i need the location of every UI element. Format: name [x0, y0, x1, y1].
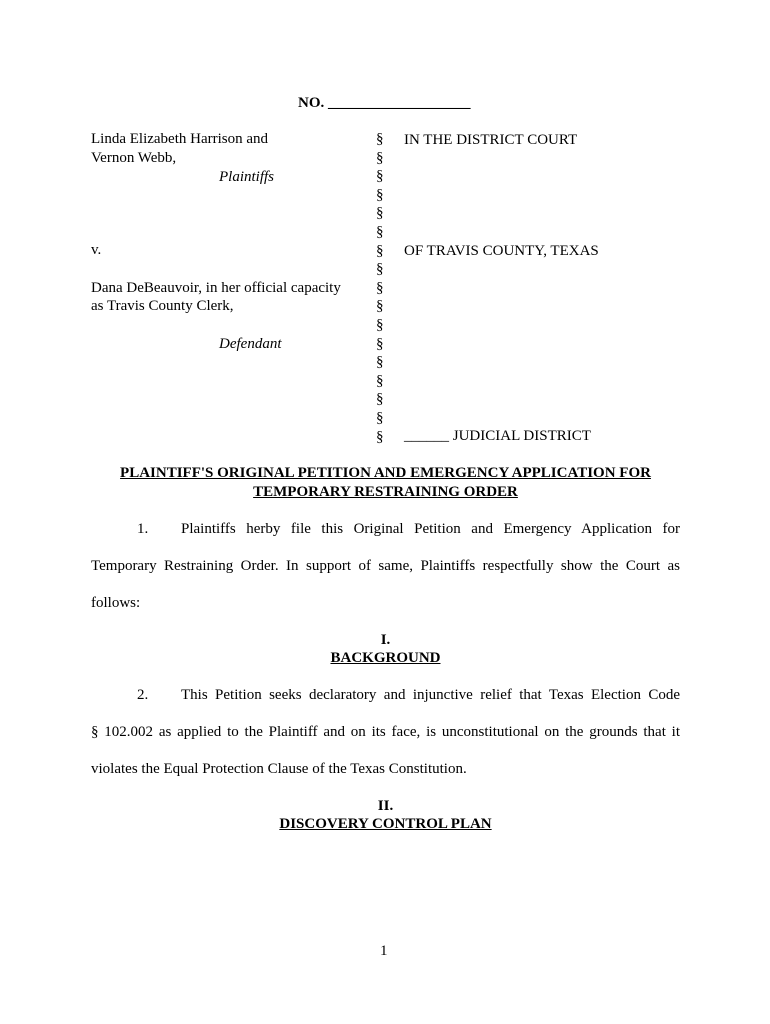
- plaintiffs-role: Plaintiffs: [219, 169, 275, 185]
- section-mark-column: [376, 130, 390, 446]
- paragraph-1-number: 1.: [137, 521, 149, 537]
- paragraph-1-line-3: follows:: [91, 595, 141, 611]
- section-mark: §: [376, 298, 384, 315]
- section-2-title: DISCOVERY CONTROL PLAN: [279, 816, 492, 832]
- paragraph-1-line-1: Plaintiffs herby file this Original Petition and Emergency Application for: [181, 521, 680, 537]
- court-line-2: OF TRAVIS COUNTY, TEXAS: [404, 243, 599, 259]
- paragraph-2-number: 2.: [137, 687, 149, 703]
- defendant-line-2: as Travis County Clerk,: [91, 298, 234, 314]
- section-mark: §: [376, 223, 384, 240]
- paragraph-1-line-2: Temporary Restraining Order. In support of same, Plaintiffs respectfully show the Court as: [91, 558, 680, 574]
- section-mark: §: [376, 186, 384, 203]
- section-mark: §: [376, 316, 384, 333]
- section-mark: §: [376, 372, 384, 389]
- section-mark: §: [376, 131, 384, 147]
- document-title-line-2: TEMPORARY RESTRAINING ORDER: [253, 484, 518, 500]
- section-mark: §: [376, 205, 384, 222]
- document-title-line-1: PLAINTIFF'S ORIGINAL PETITION AND EMERGENCY APPLICATION FOR: [120, 465, 651, 481]
- section-mark: §: [376, 409, 384, 426]
- paragraph-2-line-2: § 102.002 as applied to the Plaintiff and on its face, is unconstitutional on the grounds that it: [91, 724, 680, 740]
- plaintiffs-line-2: Vernon Webb,: [91, 150, 177, 166]
- section-mark: §: [376, 391, 384, 408]
- section-mark: §: [376, 428, 384, 445]
- court-line-1: IN THE DISTRICT COURT: [404, 132, 578, 148]
- versus: v.: [91, 242, 102, 258]
- section-mark: §: [376, 354, 384, 371]
- section-mark: §: [376, 261, 384, 278]
- court-line-3: ______ JUDICIAL DISTRICT: [404, 428, 591, 444]
- case-number: NO. ___________________: [298, 95, 471, 111]
- defendant-line-1: Dana DeBeauvoir, in her official capacity: [91, 280, 341, 296]
- section-1-title: BACKGROUND: [330, 650, 441, 666]
- plaintiffs-line-1: Linda Elizabeth Harrison and: [91, 131, 269, 147]
- section-mark: §: [376, 335, 384, 352]
- section-mark: §: [376, 149, 384, 166]
- defendant-role: Defendant: [219, 336, 282, 352]
- section-1-numeral: I.: [380, 632, 391, 648]
- page-number: 1: [380, 943, 388, 959]
- section-mark: §: [376, 168, 384, 185]
- section-2-numeral: II.: [377, 798, 394, 814]
- section-mark: §: [376, 279, 384, 296]
- paragraph-2-line-3: violates the Equal Protection Clause of the Texas Constitution.: [91, 761, 467, 777]
- paragraph-2-line-1: This Petition seeks declaratory and injunctive relief that Texas Election Code: [181, 687, 680, 703]
- section-mark: §: [376, 242, 384, 259]
